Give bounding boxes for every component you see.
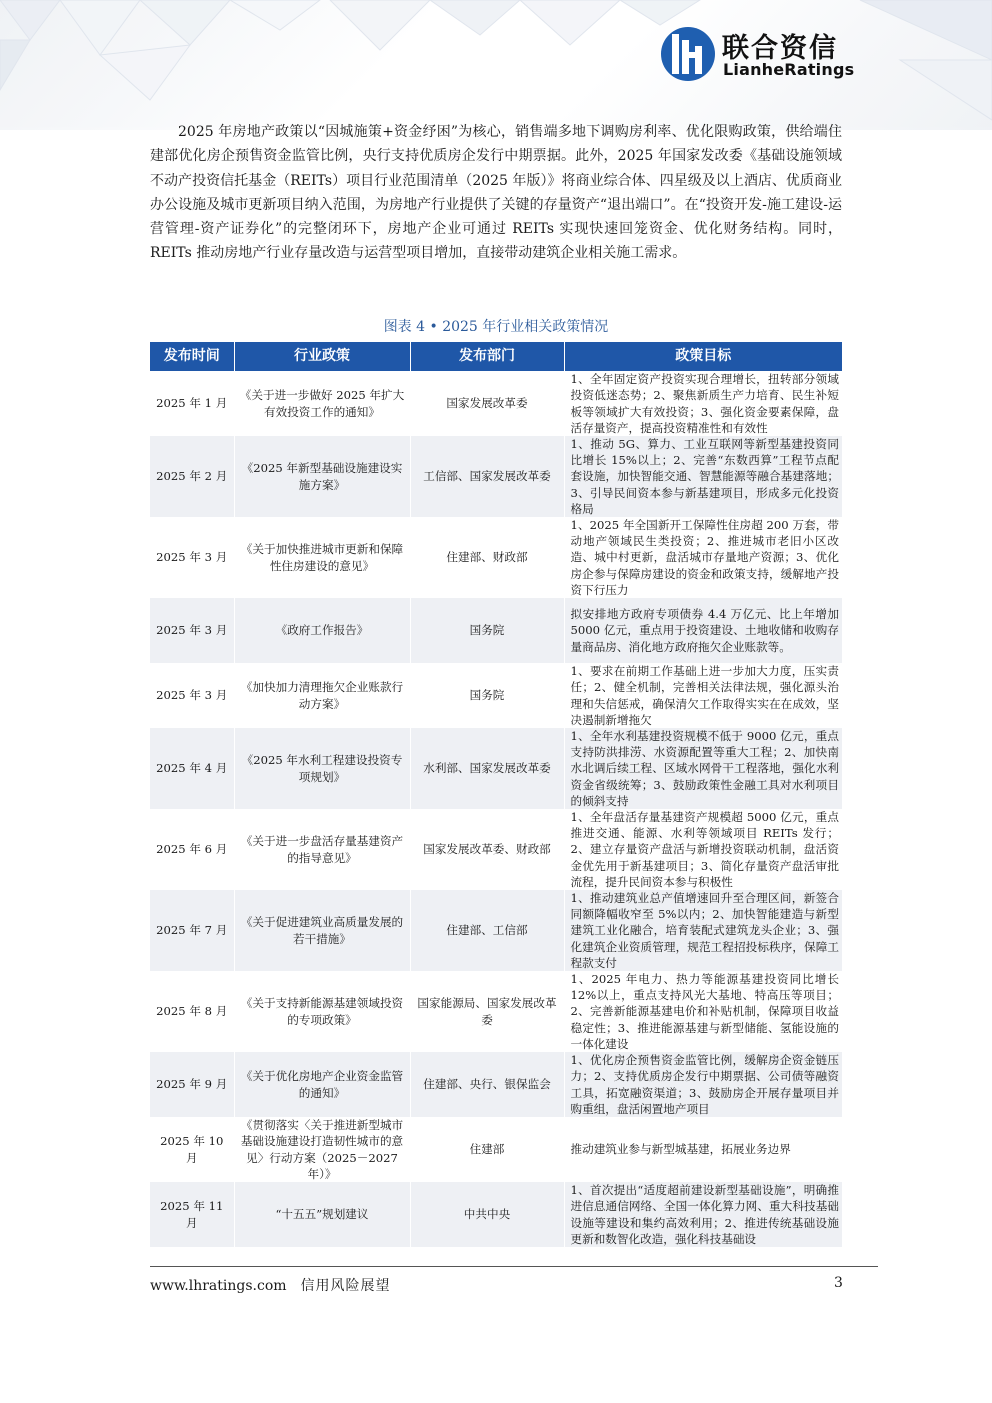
row-date: 2025 年 11 月 [150, 1182, 234, 1247]
row-goal: 1、全年盘活存量基建资产规模超 5000 亿元，重点推进交通、能源、水利等领域项目 REITs 发行；2、建立存量资产盘活与新增投资联动机制，盘活资金优先用于新基建项目；3、简化存量资产盘活审批流程，提升民间资本参与积极性 [564, 809, 842, 890]
row-date: 2025 年 10 月 [150, 1117, 234, 1182]
row-date: 2025 年 8 月 [150, 971, 234, 1052]
policy-table [150, 342, 842, 1247]
row-policy: 《关于进一步做好 2025 年扩大有效投资工作的通知》 [234, 371, 410, 436]
row-date: 2025 年 2 月 [150, 436, 234, 517]
brand-name-en: LianheRatings [723, 60, 855, 79]
footer-left [150, 1275, 391, 1295]
header-department: 发布部门 [410, 342, 564, 371]
table-row [150, 663, 842, 728]
footer-slogan: 信用风险展望 [300, 1278, 391, 1294]
row-goal: 1、优化房企预售资金监管比例，缓解房企资金链压力；2、支持优质房企发行中期票据、公司债等融资工具，拓宽融资渠道；3、鼓励房企开展存量项目并购重组，盘活闲置地产项目 [564, 1052, 842, 1117]
row-date: 2025 年 3 月 [150, 663, 234, 728]
table-row [150, 971, 842, 1052]
row-goal: 1、2025 年电力、热力等能源基建投资同比增长 12%以上，重点支持风光大基地、特高压等项目；2、完善新能源基建电价和补贴机制，保障项目收益稳定性；3、推进能源基建与新型储能、氢能设施的一体化建设 [564, 971, 842, 1052]
row-goal: 1、全年固定资产投资实现合理增长，扭转部分领域投资低迷态势；2、聚焦新质生产力培育、民生补短板等领域扩大有效投资；3、强化资金要素保障，盘活存量资产，提高投资精准性和有效性 [564, 371, 842, 436]
table-row [150, 517, 842, 598]
row-date: 2025 年 7 月 [150, 890, 234, 971]
table-row [150, 728, 842, 809]
page-number: 3 [834, 1275, 843, 1291]
brand-name-cn: 联合资信 [722, 33, 838, 64]
row-department: 住建部、工信部 [410, 890, 564, 971]
row-goal: 1、要求在前期工作基础上进一步加大力度，压实责任；2、健全机制，完善相关法律法规，强化源头治理和失信惩戒，确保清欠工作取得实实在在成效，坚决遏制新增拖欠 [564, 663, 842, 728]
row-date: 2025 年 9 月 [150, 1052, 234, 1117]
row-date: 2025 年 6 月 [150, 809, 234, 890]
table-row [150, 1117, 842, 1182]
table-row [150, 371, 842, 436]
brand-logo [660, 24, 855, 84]
table-row [150, 1052, 842, 1117]
row-date: 2025 年 1 月 [150, 371, 234, 436]
header-date: 发布时间 [150, 342, 234, 371]
row-department: 水利部、国家发展改革委 [410, 728, 564, 809]
row-policy: 《贯彻落实〈关于推进新型城市基础设施建设打造韧性城市的意见〉行动方案（2025－2027 年）》 [234, 1117, 410, 1182]
row-policy: 《关于优化房地产企业资金监管的通知》 [234, 1052, 410, 1117]
table-row [150, 436, 842, 517]
row-goal: 1、推动 5G、算力、工业互联网等新型基建投资同比增长 15%以上；2、完善“东数西算”工程节点配套设施，加快智能交通、智慧能源等融合基建落地；3、引导民间资本参与新基建项目，形成多元化投资格局 [564, 436, 842, 517]
row-policy: 《政府工作报告》 [234, 598, 410, 663]
row-policy: 《关于进一步盘活存量基建资产的指导意见》 [234, 809, 410, 890]
row-department: 住建部、财政部 [410, 517, 564, 598]
footer-website-link[interactable]: www.lhratings.com [150, 1278, 287, 1294]
table-row [150, 809, 842, 890]
body-paragraph: 2025 年房地产政策以“因城施策+资金纾困”为核心，销售端多地下调购房利率、优化限购政策，供给端住建部优化房企预售资金监管比例，央行支持优质房企发行中期票据。此外，2025 年国家发改委《基础设施领域不动产投资信托基金（REITs）项目行业范围清单（2025 年版）》将商业综合体、四星级及以上酒店、优质商业办公设施及城市更新项目纳入范围，为房地产行业提供了关键的存量资产“退出端口”。在“投资开发-施工建设-运营管理-资产证券化”的完整闭环下，房地产企业可通过 REITs 实现快速回笼资金、优化财务结构。同时，REITs 推动房地产行业存量改造与运营型项目增加，直接带动建筑企业相关施工需求。 [150, 124, 842, 262]
header-goal: 政策目标 [564, 342, 842, 371]
row-goal: 1、全年水利基建投资规模不低于 9000 亿元，重点支持防洪排涝、水资源配置等重大工程；2、加快南水北调后续工程、区域水网骨干工程落地，强化水利资金省级统筹；3、鼓励政策性金融工具对水利项目的倾斜支持 [564, 728, 842, 809]
row-goal: 拟安排地方政府专项债券 4.4 万亿元、比上年增加 5000 亿元，重点用于投资建设、土地收储和收购存量商品房、消化地方政府拖欠企业账款等。 [564, 598, 842, 663]
row-goal: 1、首次提出“适度超前建设新型基础设施”，明确推进信息通信网络、全国一体化算力网、重大科技基础设施等建设和集约高效利用；2、推进传统基础设施更新和数智化改造，强化科技基础设 [564, 1182, 842, 1247]
table-row [150, 1182, 842, 1247]
row-department: 国务院 [410, 598, 564, 663]
header-policy: 行业政策 [234, 342, 410, 371]
row-date: 2025 年 3 月 [150, 598, 234, 663]
row-goal: 1、推动建筑业总产值增速回升至合理区间，新签合同额降幅收窄至 5%以内；2、加快智能建造与新型建筑工业化融合，培育装配式建筑龙头企业；3、强化建筑企业资质管理，规范工程招投标秩序，保障工程款支付 [564, 890, 842, 971]
row-policy: 《2025 年水利工程建设投资专项规划》 [234, 728, 410, 809]
row-department: 工信部、国家发展改革委 [410, 436, 564, 517]
row-policy: “十五五”规划建议 [234, 1182, 410, 1247]
lianhe-logo-icon [660, 26, 716, 82]
row-goal: 1、2025 年全国新开工保障性住房超 200 万套，带动地产领域民生类投资；2、推进城市老旧小区改造、城中村更新，盘活城市存量地产资源；3、优化房企参与保障房建设的资金和政策支持，缓解地产投资下行压力 [564, 517, 842, 598]
figure-caption: 图表 4 • 2025 年行业相关政策情况 [383, 319, 609, 335]
row-date: 2025 年 4 月 [150, 728, 234, 809]
row-policy: 《关于加快推进城市更新和保障性住房建设的意见》 [234, 517, 410, 598]
row-department: 国家能源局、国家发展改革委 [410, 971, 564, 1052]
row-policy: 《2025 年新型基础设施建设实施方案》 [234, 436, 410, 517]
table-row [150, 598, 842, 663]
row-policy: 《关于促进建筑业高质量发展的若干措施》 [234, 890, 410, 971]
row-department: 国家发展改革委 [410, 371, 564, 436]
table-row [150, 890, 842, 971]
row-date: 2025 年 3 月 [150, 517, 234, 598]
row-policy: 《关于支持新能源基建领域投资的专项政策》 [234, 971, 410, 1052]
row-goal: 推动建筑业参与新型城基建，拓展业务边界 [564, 1117, 842, 1182]
row-department: 住建部、央行、银保监会 [410, 1052, 564, 1117]
table-header-row [150, 342, 842, 371]
footer-divider [150, 1266, 878, 1267]
row-department: 住建部 [410, 1117, 564, 1182]
row-policy: 《加快加力清理拖欠企业账款行动方案》 [234, 663, 410, 728]
row-department: 国家发展改革委、财政部 [410, 809, 564, 890]
row-department: 国务院 [410, 663, 564, 728]
row-department: 中共中央 [410, 1182, 564, 1247]
